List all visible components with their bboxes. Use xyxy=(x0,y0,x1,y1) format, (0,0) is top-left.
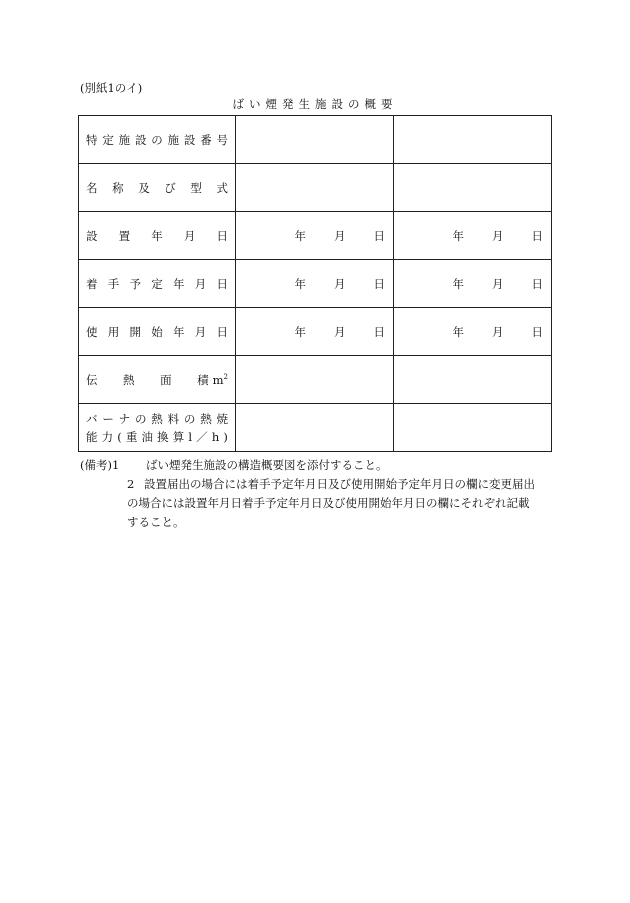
label-char: ナ xyxy=(118,411,131,426)
note-number: 2 xyxy=(127,477,135,491)
input-cell[interactable] xyxy=(236,404,394,452)
label-char: 施 xyxy=(118,132,131,147)
label-char: 面 xyxy=(160,372,172,387)
month-unit: 月 xyxy=(492,324,504,339)
table-row xyxy=(79,164,552,212)
label-char: 号 xyxy=(216,132,228,147)
day-unit: 日 xyxy=(373,228,385,243)
label-char: 日 xyxy=(216,324,228,339)
label-char: 設 xyxy=(183,132,196,147)
label-char: 月 xyxy=(194,324,207,339)
label-char: 焼 xyxy=(216,411,228,426)
label-char: 伝 xyxy=(86,372,98,387)
label-char: 熱 xyxy=(151,411,163,426)
label-char: 月 xyxy=(194,276,207,291)
label-char: 年 xyxy=(151,228,163,243)
input-cell[interactable] xyxy=(236,116,394,164)
note-head xyxy=(80,456,146,475)
label-char: 定 xyxy=(102,132,114,147)
label-burner-line2 xyxy=(86,428,228,446)
heat-area-unit xyxy=(213,373,228,387)
label-char: 置 xyxy=(118,228,131,243)
note-text-line1: 設置届出の場合には着手予定年月日及び使用開始予定年月日の欄に変更届出 xyxy=(144,477,535,491)
label-facility-number xyxy=(86,132,228,148)
label-installation-date xyxy=(86,228,228,244)
label-char: l xyxy=(188,429,193,444)
label-char: び xyxy=(164,180,176,195)
label-char: 能 xyxy=(86,429,98,444)
label-char: 番 xyxy=(200,132,212,147)
label-char: 重 xyxy=(125,429,138,444)
label-char: ／ xyxy=(196,429,208,444)
label-char: 油 xyxy=(141,429,153,444)
note-text: ばい煙発生施設の構造概要図を添付すること。 xyxy=(146,458,388,472)
table-row xyxy=(79,260,552,308)
month-unit: 月 xyxy=(334,276,346,291)
label-char: 手 xyxy=(107,276,120,291)
day-unit: 日 xyxy=(531,324,543,339)
label-char: 設 xyxy=(134,132,147,147)
label-char: 始 xyxy=(151,324,163,339)
row-label xyxy=(79,212,236,260)
table-row xyxy=(79,356,552,404)
label-char: 算 xyxy=(172,429,185,444)
row-label xyxy=(79,116,236,164)
label-char: 着 xyxy=(86,276,98,291)
label-char: の xyxy=(183,411,196,426)
unit-sup: 2 xyxy=(223,372,228,381)
day-unit: 日 xyxy=(373,324,385,339)
label-burner-line1 xyxy=(86,410,228,428)
day-unit: 日 xyxy=(531,228,543,243)
notes-section xyxy=(80,456,550,532)
input-cell[interactable] xyxy=(394,116,552,164)
label-char: ー xyxy=(102,411,114,426)
label-char: 積 xyxy=(197,372,209,387)
date-cell[interactable] xyxy=(236,212,394,260)
label-char: 称 xyxy=(112,180,124,195)
label-char: h xyxy=(211,429,220,444)
year-unit: 年 xyxy=(452,228,464,243)
label-char: 年 xyxy=(173,324,185,339)
label-start-date xyxy=(86,276,228,292)
row-label xyxy=(79,308,236,356)
label-char: 年 xyxy=(173,276,185,291)
year-unit: 年 xyxy=(452,324,464,339)
label-char: 月 xyxy=(183,228,196,243)
month-unit: 月 xyxy=(492,228,504,243)
facility-summary-table xyxy=(78,115,552,452)
label-char: 力 xyxy=(101,429,114,444)
row-label xyxy=(79,260,236,308)
heat-area-chars xyxy=(86,372,209,388)
label-char: 施 xyxy=(167,132,180,147)
label-char: の xyxy=(134,411,147,426)
label-char: 料 xyxy=(167,411,180,426)
label-char: 及 xyxy=(138,180,150,195)
note-text-line2: の場合には設置年月日着手予定年月日及び使用開始年月日の欄にそれぞれ記載 xyxy=(127,496,530,510)
label-char: 日 xyxy=(216,228,228,243)
day-unit: 日 xyxy=(373,276,385,291)
row-label xyxy=(79,164,236,212)
label-char: 日 xyxy=(216,276,228,291)
input-cell[interactable] xyxy=(394,404,552,452)
label-char: 熱 xyxy=(123,372,135,387)
year-unit: 年 xyxy=(294,228,306,243)
label-char: 開 xyxy=(129,324,141,339)
label-char: 式 xyxy=(216,180,228,195)
label-char: 換 xyxy=(157,429,169,444)
document-title: ばい煙発生施設の概要 xyxy=(232,97,398,111)
month-unit: 月 xyxy=(492,276,504,291)
year-unit: 年 xyxy=(452,276,464,291)
label-use-start-date xyxy=(86,324,228,340)
month-unit: 月 xyxy=(334,324,346,339)
table-row xyxy=(79,308,552,356)
label-char: 特 xyxy=(86,132,98,147)
notes-prefix: (備考) xyxy=(80,458,112,472)
date-cell[interactable] xyxy=(236,308,394,356)
label-char: 設 xyxy=(86,228,98,243)
label-char: 予 xyxy=(129,276,141,291)
note-item xyxy=(80,456,550,475)
row-label xyxy=(79,404,236,452)
input-cell[interactable] xyxy=(394,164,552,212)
day-unit: 日 xyxy=(531,276,543,291)
date-cell[interactable] xyxy=(394,212,552,260)
input-cell[interactable] xyxy=(236,164,394,212)
row-label xyxy=(79,356,236,404)
label-heat-area xyxy=(86,372,228,388)
label-char: 名 xyxy=(86,180,98,195)
date-cell[interactable] xyxy=(394,308,552,356)
document-reference: (別紙1のイ) xyxy=(80,81,143,95)
label-char: ) xyxy=(223,429,228,444)
label-char: 使 xyxy=(86,324,98,339)
note-text-line3: すること。 xyxy=(127,515,185,529)
note-item xyxy=(80,475,550,532)
label-char: 定 xyxy=(151,276,163,291)
year-unit: 年 xyxy=(294,276,306,291)
label-name-model xyxy=(86,180,228,196)
input-cell[interactable] xyxy=(236,356,394,404)
label-char: 型 xyxy=(190,180,202,195)
label-char: 用 xyxy=(107,324,120,339)
date-cell[interactable] xyxy=(236,260,394,308)
month-unit: 月 xyxy=(334,228,346,243)
date-cell[interactable] xyxy=(394,260,552,308)
year-unit: 年 xyxy=(294,324,306,339)
note-number: 1 xyxy=(111,458,120,472)
label-char: ( xyxy=(117,429,122,444)
table-row xyxy=(79,116,552,164)
unit-text: m xyxy=(212,372,224,387)
label-char: バ xyxy=(86,411,98,426)
table-row xyxy=(79,404,552,452)
label-char: 熱 xyxy=(200,411,212,426)
table-row xyxy=(79,212,552,260)
label-char: の xyxy=(151,132,163,147)
input-cell[interactable] xyxy=(394,356,552,404)
